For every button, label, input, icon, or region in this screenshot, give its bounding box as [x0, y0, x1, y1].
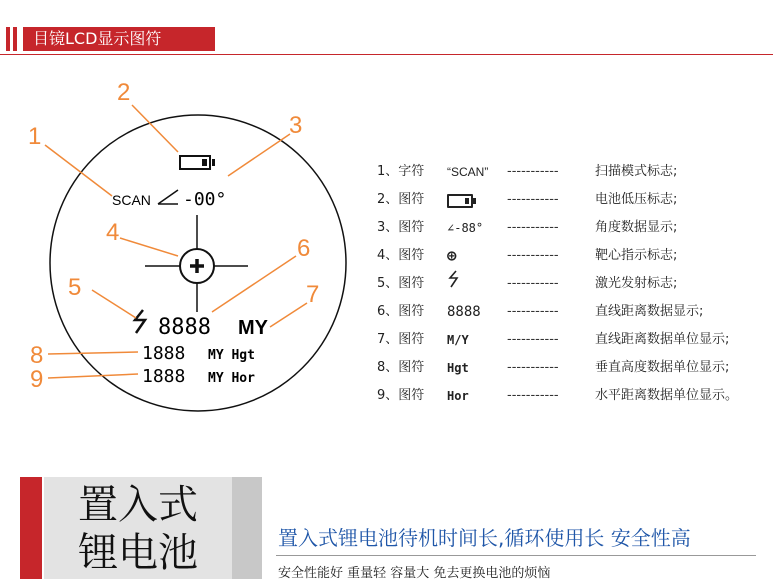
- legend-num: 8、图符: [377, 360, 425, 375]
- legend-dash: -----------: [507, 248, 559, 263]
- battery-icon: [447, 194, 473, 208]
- callout-7: 7: [306, 281, 320, 308]
- height-readout: 1888: [142, 343, 186, 364]
- callout-line-8: [48, 352, 138, 354]
- legend-row: [377, 186, 767, 214]
- legend-dash: -----------: [507, 360, 559, 375]
- callout-line-4: [120, 238, 178, 256]
- angle-value: -00°: [183, 189, 227, 210]
- lcd-diagram: [0, 60, 370, 393]
- legend-row: [377, 382, 767, 410]
- legend-dash: -----------: [507, 388, 559, 403]
- legend-num: 4、图符: [377, 248, 425, 263]
- legend-dash: -----------: [507, 276, 559, 291]
- horizontal-readout: 1888: [142, 366, 186, 387]
- legend-symbol: Hgt: [447, 361, 469, 375]
- callout-line-6: [212, 256, 296, 312]
- legend-row: [377, 242, 767, 270]
- legend-desc: 靶心指示标志;: [595, 248, 678, 263]
- legend-dash: -----------: [507, 192, 559, 207]
- callout-1: 1: [28, 123, 42, 150]
- legend-num: 3、图符: [377, 220, 425, 235]
- legend-num: 6、图符: [377, 304, 425, 319]
- legend-symbol: M/Y: [447, 333, 469, 347]
- footer-title: 置入式锂电池待机时间长,循环使用长 安全性高: [278, 526, 691, 550]
- legend-symbol: [447, 186, 502, 214]
- legend-num: 9、图符: [377, 388, 425, 403]
- header-bar-2: [13, 27, 17, 51]
- legend-num: 5、图符: [377, 276, 425, 291]
- footer-feature-box: [44, 477, 232, 579]
- legend-row: [377, 214, 767, 242]
- legend-desc: 水平距离数据单位显示。: [595, 388, 739, 403]
- legend-desc: 直线距离数据显示;: [595, 304, 704, 319]
- legend-symbol: “SCAN”: [447, 165, 489, 179]
- legend-symbol: 8888: [447, 304, 481, 320]
- legend-num: 1、字符: [377, 164, 425, 179]
- callout-line-2: [132, 105, 178, 152]
- legend-row: [377, 158, 767, 186]
- legend-num: 2、图符: [377, 192, 425, 207]
- angle-icon: [158, 190, 178, 204]
- legend-dash: -----------: [507, 220, 559, 235]
- callout-4: 4: [106, 219, 120, 246]
- legend-desc: 扫描模式标志;: [595, 164, 678, 179]
- legend-dash: -----------: [507, 332, 559, 347]
- callout-2: 2: [117, 79, 131, 106]
- callout-9: 9: [30, 366, 44, 393]
- callout-line-3: [228, 134, 290, 176]
- legend-num: 7、图符: [377, 332, 425, 347]
- legend-desc: 垂直高度数据单位显示;: [595, 360, 730, 375]
- footer-separator: [232, 477, 262, 579]
- distance-unit: MY: [238, 317, 268, 339]
- height-unit: MY Hgt: [208, 348, 255, 363]
- legend-desc: 电池低压标志;: [595, 192, 678, 207]
- legend-dash: -----------: [507, 164, 559, 179]
- horizontal-unit: MY Hor: [208, 371, 255, 386]
- callout-3: 3: [289, 112, 303, 139]
- callout-8: 8: [30, 342, 44, 369]
- callout-6: 6: [297, 235, 311, 262]
- footer-rule: [276, 555, 756, 556]
- callout-5: 5: [68, 274, 82, 301]
- footer-box-line1: 置入式: [78, 482, 198, 528]
- legend-symbol: ∠-88°: [447, 221, 484, 235]
- header-rule: [0, 54, 773, 55]
- callout-line-9: [48, 374, 138, 378]
- footer-box-line2: 锂电池: [78, 530, 198, 576]
- footer-subtitle: 安全性能好 重量轻 容量大 免去更换电池的烦恼: [278, 566, 551, 581]
- distance-readout: 8888: [158, 315, 211, 340]
- legend-row: [377, 354, 767, 382]
- laser-icon: [135, 310, 145, 333]
- legend-desc: 激光发射标志;: [595, 276, 678, 291]
- callout-line-7: [270, 303, 307, 327]
- legend-row: [377, 298, 767, 326]
- callout-line-1: [45, 145, 112, 196]
- legend-desc: 角度数据显示;: [595, 220, 678, 235]
- callout-line-5: [92, 290, 136, 318]
- crosshair-icon: ⊕: [447, 246, 457, 265]
- section-header: [0, 27, 773, 56]
- footer-accent-bar: [20, 477, 42, 579]
- legend-desc: 直线距离数据单位显示;: [595, 332, 730, 347]
- scan-label: SCAN: [112, 192, 151, 208]
- laser-icon: [447, 270, 502, 298]
- legend-symbol: Hor: [447, 389, 469, 403]
- battery-icon: [180, 156, 215, 169]
- legend-row: [377, 270, 767, 298]
- legend-row: [377, 326, 767, 354]
- legend-dash: -----------: [507, 304, 559, 319]
- section-title: 目镜LCD显示图符: [23, 27, 215, 51]
- header-bar-1: [6, 27, 10, 51]
